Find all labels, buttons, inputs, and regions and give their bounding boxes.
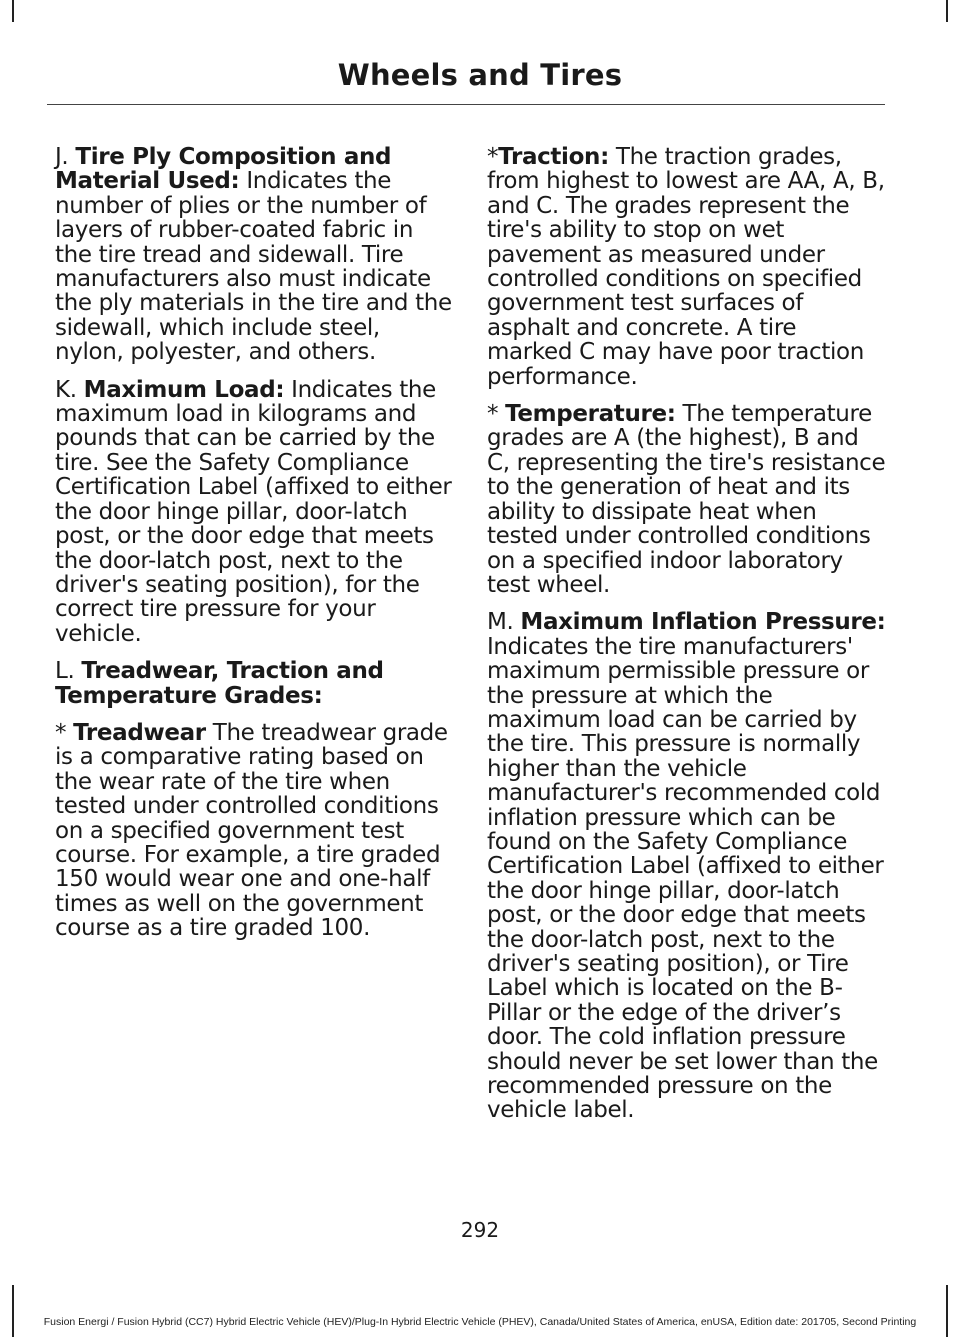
item-prefix: M. bbox=[487, 609, 521, 636]
term-heading: Traction: bbox=[498, 144, 609, 170]
term-description: The treadwear grade is a comparative rating based on the wear rate of the tire when tested under controlled conditions on a specified government test course. For example, a tire graded 150 would wear one and one-half times as well on the government course as a tire graded 100. bbox=[55, 719, 448, 942]
term-description: The temperature grades are A (the highest), B and C, representing the tire's resistance to the generation of heat and its ability to dissipate heat when tested under controlled conditions on a specified indoor laboratory test wheel. bbox=[487, 401, 886, 598]
crop-mark-bottom-right bbox=[946, 1285, 948, 1337]
paragraph-maximum-load bbox=[55, 378, 455, 646]
page-header-title: Wheels and Tires bbox=[337, 58, 623, 92]
term-heading: Maximum Inflation Pressure: bbox=[520, 609, 886, 636]
term-heading: Treadwear bbox=[73, 719, 206, 746]
paragraph-temperature bbox=[487, 402, 887, 597]
item-prefix: L. bbox=[55, 658, 82, 685]
crop-mark-bottom-left bbox=[12, 1285, 14, 1337]
term-description: The traction grades, from highest to lowest are AA, A, B, and C. The grades represent the tire's ability to stop on wet pavement as measured under controlled conditions on specified government test surfaces of asphalt and concrete. A tire marked C may have poor traction performance. bbox=[487, 144, 885, 390]
right-column bbox=[487, 145, 887, 1136]
paragraph-traction bbox=[487, 145, 887, 389]
term-heading: Treadwear, Traction and Temperature Grades: bbox=[55, 658, 384, 709]
paragraph-maximum-inflation-pressure bbox=[487, 610, 887, 1123]
paragraph-uniform-tire-quality-grades bbox=[55, 659, 455, 708]
item-prefix: K. bbox=[55, 376, 84, 403]
term-description: Indicates the number of plies or the number of layers of rubber-coated fabric in the tire tread and sidewall. Tire manufacturers also must indicate the ply materials in the tire and the sidewall, which include steel, nylon, polyester, and others. bbox=[55, 168, 452, 366]
item-prefix: * bbox=[487, 401, 506, 428]
page-number: 292 bbox=[460, 1218, 500, 1242]
footer-edition-info: Fusion Energi / Fusion Hybrid (CC7) Hybrid Electric Vehicle (HEV)/Plug-In Hybrid Electric Vehicle (PHEV), Canada/United States of America, enUSA, Edition date: 201705, Second Printing bbox=[43, 1316, 917, 1328]
paragraph-treadwear bbox=[55, 721, 455, 941]
crop-mark-top-right bbox=[946, 0, 948, 22]
term-description: Indicates the maximum load in kilograms and pounds that can be carried by the tire. See the Safety Compliance Certification Label (affixed to either the door hinge pillar, door-latch post, or the door edge that meets the door-latch post, next to the driver's seating position), for the correct tire pressure for your vehicle. bbox=[55, 376, 452, 647]
term-heading: Tire Ply Composition and Material Used: bbox=[55, 144, 392, 195]
crop-mark-top-left bbox=[12, 0, 14, 22]
item-prefix: * bbox=[55, 719, 74, 746]
paragraph-tire-ply-composition bbox=[55, 145, 455, 365]
term-heading: Maximum Load: bbox=[83, 376, 285, 403]
term-description: Indicates the tire manufacturers' maximum permissible pressure or the pressure at which the maximum load can be carried by the tire. This pressure is normally higher than the vehicle manufacturer's recommended cold inflation pressure which can be found on the Safety Compliance Certification Label (affixed to either the door hinge pillar, door-latch post, or the door edge that meets the door-latch post, next to the driver's seating position), or Tire Label which is located on the B-Pillar or the edge of the driver’s door. The cold inflation pressure should never be set lower than the recommended pressure on the vehicle label. bbox=[487, 633, 884, 1124]
header-divider bbox=[47, 104, 885, 105]
term-heading: Temperature: bbox=[505, 401, 676, 428]
item-prefix: J. bbox=[55, 144, 76, 170]
left-column bbox=[55, 145, 455, 954]
item-prefix: * bbox=[487, 144, 499, 170]
